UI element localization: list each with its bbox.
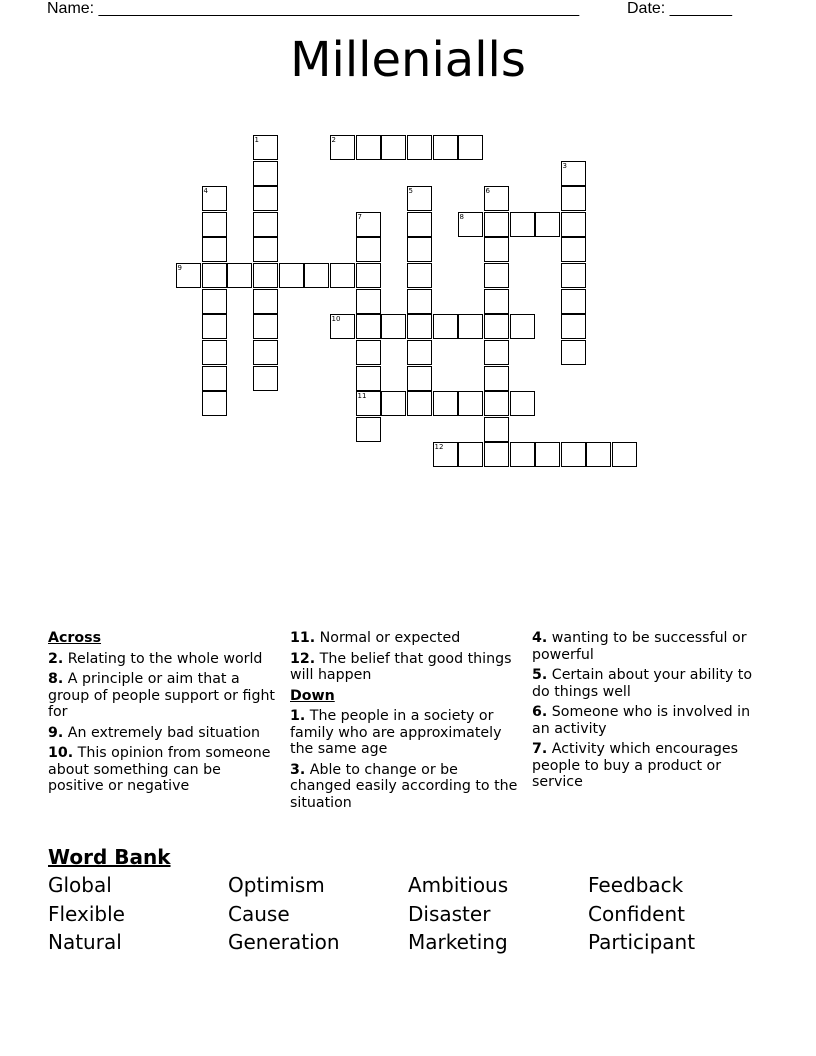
across-clue-10: 10. This opinion from someone about something can be positive or negative [48, 745, 271, 794]
crossword-cell[interactable] [458, 442, 484, 468]
crossword-cell[interactable] [202, 212, 228, 238]
crossword-cell[interactable] [561, 161, 587, 187]
crossword-cell[interactable] [407, 263, 433, 289]
crossword-cell[interactable] [561, 442, 587, 468]
crossword-cell[interactable] [407, 366, 433, 392]
crossword-cell[interactable] [356, 391, 382, 417]
crossword-cell[interactable] [612, 442, 638, 468]
crossword-cell[interactable] [407, 289, 433, 315]
crossword-cell[interactable] [484, 212, 510, 238]
clue-number: 2 [331, 135, 336, 144]
crossword-cell[interactable] [356, 289, 382, 315]
clue-number: 9 [177, 263, 182, 272]
word-bank-item: Participant [588, 930, 696, 954]
crossword-cell[interactable] [407, 391, 433, 417]
crossword-cell[interactable] [381, 314, 407, 340]
crossword-cell[interactable] [433, 442, 459, 468]
crossword-cell[interactable] [458, 135, 484, 161]
crossword-cell[interactable] [253, 186, 279, 212]
crossword-cell[interactable] [279, 263, 305, 289]
crossword-cell[interactable] [561, 340, 587, 366]
word-bank-item: Natural [48, 930, 122, 954]
crossword-cell[interactable] [510, 212, 536, 238]
word-bank-item: Disaster [408, 902, 491, 926]
word-bank-item: Generation [228, 930, 340, 954]
down-clue-3: 3. Able to change or be changed easily according to the situation [290, 761, 518, 811]
crossword-cell[interactable] [202, 314, 228, 340]
clues-column-3 [532, 630, 764, 795]
across-clue-9: 9. An extremely bad situation [48, 724, 261, 741]
crossword-cell[interactable] [484, 442, 510, 468]
across-clue-2: 2. Relating to the whole world [48, 650, 263, 667]
crossword-cell[interactable] [381, 135, 407, 161]
crossword-cell[interactable] [433, 391, 459, 417]
crossword-cell[interactable] [202, 186, 228, 212]
crossword-cell[interactable] [304, 263, 330, 289]
crossword-cell[interactable] [458, 314, 484, 340]
crossword-cell[interactable] [510, 391, 536, 417]
clues-column-2 [290, 630, 522, 815]
crossword-cell[interactable] [330, 135, 356, 161]
across-clue-12: 12. The belief that good things will happen [290, 650, 512, 683]
crossword-cell[interactable] [202, 263, 228, 289]
crossword-cell[interactable] [484, 263, 510, 289]
crossword-cell[interactable] [484, 314, 510, 340]
word-bank-item: Confident [588, 902, 685, 926]
crossword-cell[interactable] [407, 135, 433, 161]
clues-column-1 [48, 630, 280, 799]
crossword-cell[interactable] [561, 314, 587, 340]
crossword-cell[interactable] [433, 135, 459, 161]
crossword-cell[interactable] [586, 442, 612, 468]
crossword-cell[interactable] [484, 340, 510, 366]
down-clue-4: 4. wanting to be successful or powerful [532, 630, 747, 663]
crossword-cell[interactable] [484, 417, 510, 443]
clue-number: 6 [485, 186, 490, 195]
clue-number: 4 [203, 186, 208, 195]
word-bank-item: Global [48, 873, 112, 897]
crossword-cell[interactable] [356, 237, 382, 263]
crossword-cell[interactable] [510, 314, 536, 340]
crossword-cell[interactable] [561, 263, 587, 289]
crossword-cell[interactable] [510, 442, 536, 468]
word-bank-item: Marketing [408, 930, 508, 954]
crossword-cell[interactable] [561, 237, 587, 263]
crossword-cell[interactable] [202, 391, 228, 417]
crossword-cell[interactable] [356, 263, 382, 289]
word-bank-item: Cause [228, 902, 290, 926]
word-bank-item: Ambitious [408, 873, 509, 897]
clue-number: 12 [434, 442, 444, 451]
name-field-label[interactable]: Name: ______________________________________________________ [47, 0, 580, 17]
clue-number: 7 [357, 212, 362, 221]
word-bank-title: Word Bank [48, 845, 171, 869]
date-field-label[interactable]: Date: _______ [627, 0, 732, 17]
word-bank-item: Optimism [228, 873, 325, 897]
crossword-cell[interactable] [176, 263, 202, 289]
crossword-cell[interactable] [561, 212, 587, 238]
crossword-cell[interactable] [356, 366, 382, 392]
clue-number: 11 [357, 391, 367, 400]
word-bank-item: Feedback [588, 873, 684, 897]
crossword-cell[interactable] [535, 442, 561, 468]
crossword-cell[interactable] [356, 314, 382, 340]
crossword-cell[interactable] [407, 340, 433, 366]
down-clue-1: 1. The people in a society or family who are approximately the same age [290, 708, 502, 757]
crossword-cell[interactable] [253, 161, 279, 187]
crossword-cell[interactable] [253, 212, 279, 238]
down-clue-5: 5. Certain about your ability to do things well [532, 667, 753, 700]
crossword-cell[interactable] [356, 212, 382, 238]
crossword-cell[interactable] [535, 212, 561, 238]
crossword-cell[interactable] [202, 237, 228, 263]
clue-number: 1 [254, 135, 259, 144]
crossword-cell[interactable] [484, 391, 510, 417]
crossword-cell[interactable] [356, 340, 382, 366]
down-heading: Down [290, 687, 335, 704]
clue-number: 10 [331, 314, 341, 323]
crossword-cell[interactable] [253, 314, 279, 340]
crossword-cell[interactable] [253, 237, 279, 263]
crossword-cell[interactable] [484, 366, 510, 392]
crossword-cell[interactable] [381, 391, 407, 417]
crossword-cell[interactable] [253, 263, 279, 289]
crossword-cell[interactable] [407, 212, 433, 238]
crossword-cell[interactable] [330, 263, 356, 289]
across-heading: Across [48, 630, 102, 646]
crossword-cell[interactable] [253, 135, 279, 161]
crossword-cell[interactable] [458, 212, 484, 238]
crossword-cell[interactable] [330, 314, 356, 340]
across-clue-8: 8. A principle or aim that a group of people support or fight for [48, 671, 275, 720]
crossword-cell[interactable] [253, 289, 279, 315]
crossword-cell[interactable] [407, 237, 433, 263]
crossword-cell[interactable] [561, 186, 587, 212]
clue-number: 5 [408, 186, 413, 195]
crossword-cell[interactable] [202, 289, 228, 315]
word-bank-item: Flexible [48, 902, 125, 926]
crossword-cell[interactable] [253, 340, 279, 366]
across-clue-11: 11. Normal or expected [290, 630, 461, 646]
crossword-cell[interactable] [356, 417, 382, 443]
crossword-cell[interactable] [202, 340, 228, 366]
crossword-cell[interactable] [407, 314, 433, 340]
crossword-cell[interactable] [202, 366, 228, 392]
down-clue-7: 7. Activity which encourages people to buy a product or service [532, 741, 739, 790]
crossword-cell[interactable] [561, 289, 587, 315]
crossword-cell[interactable] [356, 135, 382, 161]
crossword-cell[interactable] [433, 314, 459, 340]
clue-number: 8 [459, 212, 464, 221]
page-title: Millenialls [290, 32, 526, 88]
down-clue-6: 6. Someone who is involved in an activity [532, 704, 751, 737]
crossword-cell[interactable] [484, 186, 510, 212]
crossword-cell[interactable] [227, 263, 253, 289]
crossword-cell[interactable] [484, 237, 510, 263]
crossword-cell[interactable] [484, 289, 510, 315]
crossword-cell[interactable] [407, 186, 433, 212]
clue-number: 3 [562, 161, 567, 170]
crossword-cell[interactable] [253, 366, 279, 392]
crossword-cell[interactable] [458, 391, 484, 417]
